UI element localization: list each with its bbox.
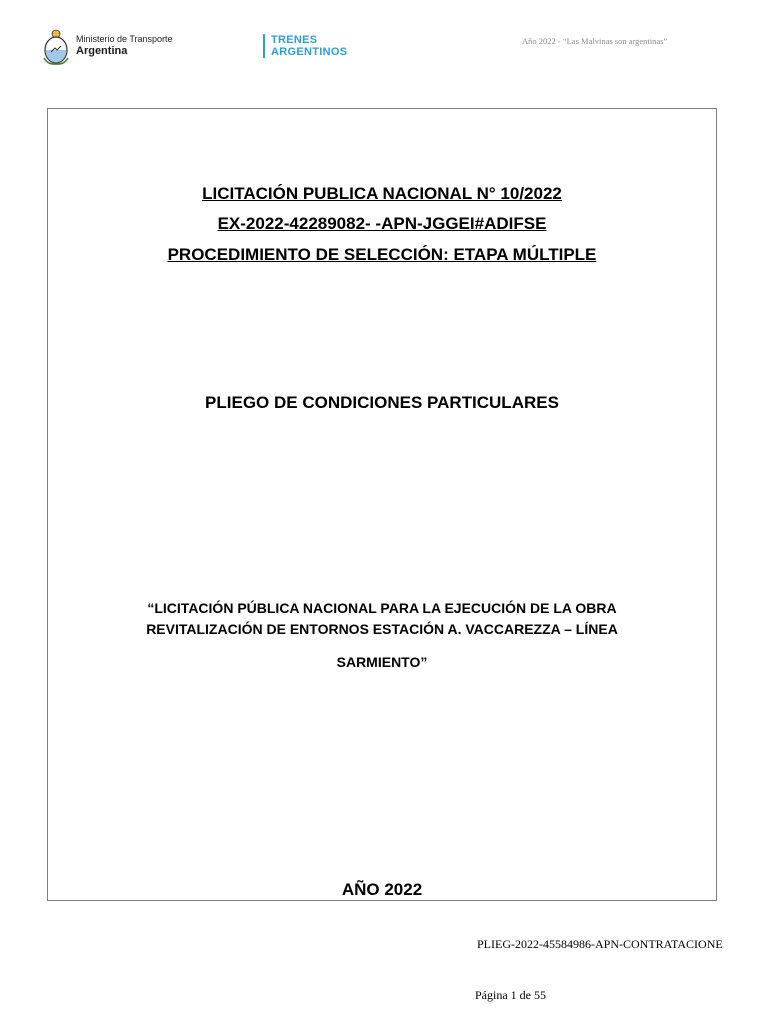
header-year-note: Año 2022 - “Las Malvinas son argentinas”	[522, 36, 668, 46]
trenes-argentinos-logo	[263, 34, 347, 58]
document-code: PLIEG-2022-45584986-APN-CONTRATACIONE	[477, 937, 723, 951]
cover-title-procedure: PROCEDIMIENTO DE SELECCIÓN: ETAPA MÚLTIPLE	[167, 245, 597, 264]
ministry-logo	[76, 34, 173, 58]
trenes-logo-line1: TRENES	[271, 34, 318, 46]
cover-year: AÑO 2022	[341, 880, 423, 899]
ministry-country: Argentina	[76, 45, 128, 57]
argentina-seal-icon	[42, 28, 70, 66]
cover-description-line3: SARMIENTO”	[336, 654, 428, 670]
cover-title-tender: LICITACIÓN PUBLICA NACIONAL N° 10/2022	[202, 184, 562, 203]
cover-description-line1: “LICITACIÓN PÚBLICA NACIONAL PARA LA EJECUCIÓN DE LA OBRA	[147, 600, 617, 616]
trenes-logo-line2: ARGENTINOS	[271, 46, 348, 58]
cover-description-line2: REVITALIZACIÓN DE ENTORNOS ESTACIÓN A. VACCAREZZA – LÍNEA	[146, 621, 618, 637]
page-number: Página 1 de 55	[475, 988, 546, 1002]
cover-title-file-number: EX-2022-42289082- -APN-JGGEI#ADIFSE	[217, 214, 547, 233]
ministry-name: Ministerio de Transporte	[76, 34, 173, 44]
cover-pliego-heading: PLIEGO DE CONDICIONES PARTICULARES	[205, 393, 559, 412]
page-header	[0, 0, 770, 80]
